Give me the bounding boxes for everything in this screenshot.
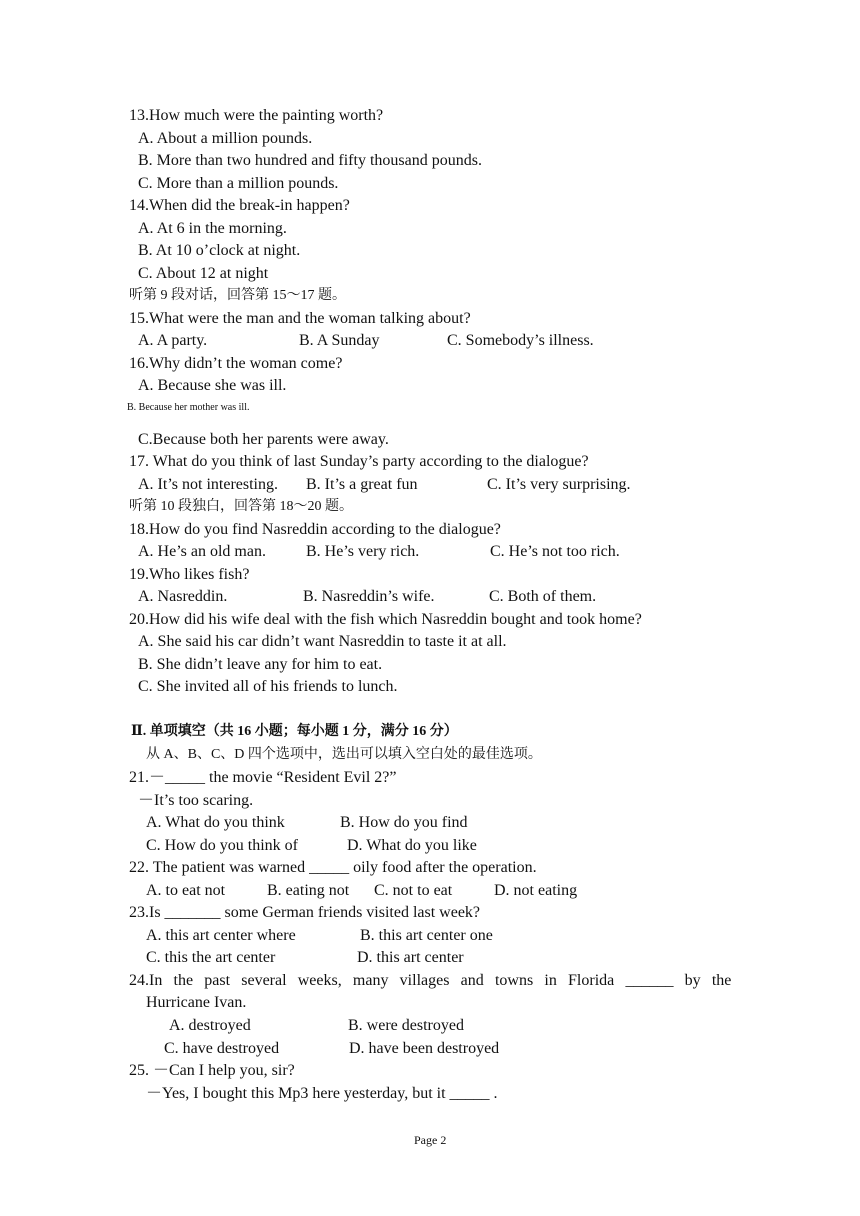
option-14a: A. At 6 in the morning. bbox=[138, 220, 287, 237]
option-15c: C. Somebody’s illness. bbox=[447, 332, 594, 349]
option-24a: A. destroyed bbox=[169, 1017, 251, 1034]
option-13b: B. More than two hundred and fifty thousand pounds. bbox=[138, 152, 482, 169]
option-13c: C. More than a million pounds. bbox=[138, 175, 339, 192]
option-19a: A. Nasreddin. bbox=[138, 588, 228, 605]
question-25: 25. －Can I help you, sir? bbox=[129, 1062, 295, 1079]
option-17c: C. It’s very surprising. bbox=[487, 476, 631, 493]
option-24c: C. have destroyed bbox=[164, 1040, 280, 1057]
page-number: Page 2 bbox=[414, 1133, 447, 1147]
question-14: 14.When did the break-in happen? bbox=[129, 197, 350, 214]
option-24b: B. were destroyed bbox=[348, 1017, 464, 1034]
question-15: 15.What were the man and the woman talking about? bbox=[129, 310, 471, 327]
option-20b: B. She didn’t leave any for him to eat. bbox=[138, 656, 383, 673]
option-22c: C. not to eat bbox=[374, 882, 453, 899]
section-instruction-10: 听第 10 段独白，回答第 18～20 题。 bbox=[129, 499, 353, 514]
option-21d: D. What do you like bbox=[347, 837, 477, 854]
question-21: 21.－_____ the movie “Resident Evil 2?” bbox=[129, 769, 397, 786]
option-20c: C. She invited all of his friends to lunch. bbox=[138, 678, 398, 695]
question-22: 22. The patient was warned _____ oily food after the operation. bbox=[129, 859, 537, 876]
option-19b: B. Nasreddin’s wife. bbox=[303, 588, 435, 605]
option-17b: B. It’s a great fun bbox=[306, 476, 418, 493]
option-20a: A. She said his car didn’t want Nasreddin to taste it at all. bbox=[138, 633, 507, 650]
option-15a: A. A party. bbox=[138, 332, 208, 349]
option-22d: D. not eating bbox=[494, 882, 578, 899]
option-14c: C. About 12 at night bbox=[138, 265, 269, 282]
question-20: 20.How did his wife deal with the fish which Nasreddin bought and took home? bbox=[129, 611, 642, 628]
option-21c: C. How do you think of bbox=[146, 837, 298, 854]
option-22a: A. to eat not bbox=[146, 882, 226, 899]
option-14b: B. At 10 o’clock at night. bbox=[138, 242, 301, 259]
question-24 bbox=[129, 971, 731, 991]
question-16: 16.Why didn’t the woman come? bbox=[129, 355, 343, 372]
option-24d: D. have been destroyed bbox=[349, 1040, 500, 1057]
option-19c: C. Both of them. bbox=[489, 588, 597, 605]
option-18b: B. He’s very rich. bbox=[306, 543, 420, 560]
section-heading-2: Ⅱ. 单项填空（共 16 小题；每小题 1 分，满分 16 分） bbox=[131, 724, 458, 739]
option-22b: B. eating not bbox=[267, 882, 350, 899]
question-13: 13.How much were the painting worth? bbox=[129, 107, 384, 124]
option-23b: B. this art center one bbox=[360, 927, 493, 944]
question-17: 17. What do you think of last Sunday’s party according to the dialogue? bbox=[129, 453, 589, 470]
option-15b: B. A Sunday bbox=[299, 332, 380, 349]
option-16a: A. Because she was ill. bbox=[138, 377, 287, 394]
question-21-reply: －It’s too scaring. bbox=[138, 792, 254, 809]
option-23c: C. this the art center bbox=[146, 949, 276, 966]
question-23: 23.Is _______ some German friends visited last week? bbox=[129, 904, 481, 921]
option-23a: A. this art center where bbox=[146, 927, 296, 944]
option-21a: A. What do you think bbox=[146, 814, 285, 831]
section-instruction-9: 听第 9 段对话，回答第 15～17 题。 bbox=[129, 288, 346, 303]
section-instruction-2: 从 A、B、C、D 四个选项中，选出可以填入空白处的最佳选项。 bbox=[146, 747, 542, 762]
question-24-text: 24.In the past several weeks, many villages and towns in Florida ______ by the bbox=[129, 972, 732, 989]
option-21b: B. How do you find bbox=[340, 814, 468, 831]
option-16b: B. Because her mother was ill. bbox=[127, 402, 250, 413]
option-17a: A. It’s not interesting. bbox=[138, 476, 278, 493]
question-24-continued: Hurricane Ivan. bbox=[146, 994, 247, 1011]
question-25-reply: －Yes, I bought this Mp3 here yesterday, but it _____ . bbox=[146, 1085, 498, 1102]
option-16c: C.Because both her parents were away. bbox=[138, 431, 389, 448]
question-19: 19.Who likes fish? bbox=[129, 566, 250, 583]
option-13a: A. About a million pounds. bbox=[138, 130, 313, 147]
option-18c: C. He’s not too rich. bbox=[490, 543, 620, 560]
option-23d: D. this art center bbox=[357, 949, 464, 966]
question-18: 18.How do you find Nasreddin according to the dialogue? bbox=[129, 521, 501, 538]
option-18a: A. He’s an old man. bbox=[138, 543, 266, 560]
